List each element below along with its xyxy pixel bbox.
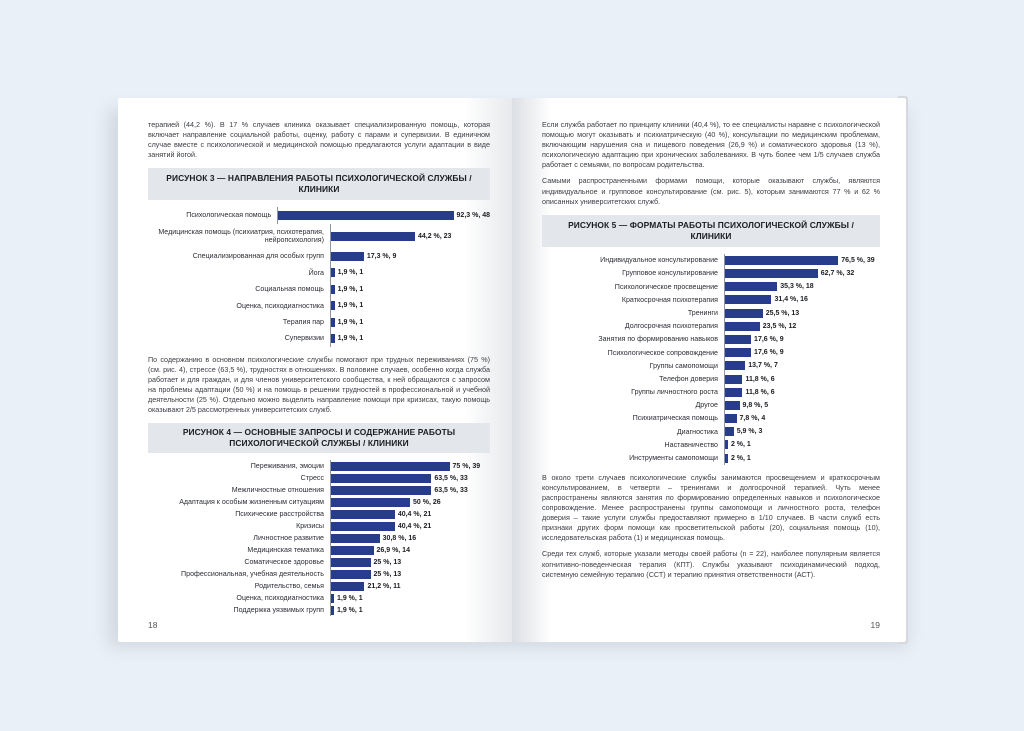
bar-track (330, 508, 490, 520)
bar-category-label: Краткосрочная психотерапия (621, 295, 718, 304)
bar-track (330, 496, 490, 508)
left-page (118, 98, 512, 642)
bar (331, 594, 334, 603)
bar-category-label: Психологическое просвещение (614, 282, 718, 291)
bar-track (724, 425, 880, 438)
right-closing-paragraph: Среди тех служб, которые указали методы своей работы (n = 22), наиболее популярным является когнитивно-поведенческая терапия (КПТ). Службы указывают психодинамический подход, системную семейную терапию (ССТ) и терапию принятия ответственности (АСТ). (542, 549, 880, 579)
bar-track (330, 544, 490, 556)
bar (331, 462, 450, 471)
bar-track (277, 207, 490, 223)
bar (331, 285, 335, 294)
bar-value-label: 44,2 %, 23 (417, 232, 452, 240)
bar-row (148, 568, 490, 580)
bar-value-label: 23,5 %, 12 (762, 322, 797, 330)
bar-category-label: Оценка, психодиагностика (236, 594, 324, 603)
bar-row (148, 592, 490, 604)
bar (725, 454, 728, 463)
bar-category-label: Медицинская тематика (247, 546, 324, 555)
bar-track (330, 330, 490, 346)
bar-value-label: 2 %, 1 (730, 441, 751, 449)
bar-category-label: Психиатрическая помощь (632, 414, 718, 423)
bar-row (148, 508, 490, 520)
bar-track (330, 532, 490, 544)
bar-track (724, 293, 880, 306)
bar-track (330, 556, 490, 568)
bar (331, 318, 335, 327)
bar-value-label: 26,9 %, 14 (376, 546, 410, 554)
bar-category-label: Соматическое здоровье (244, 558, 324, 567)
bar-value-label: 63,5 %, 33 (434, 486, 468, 494)
bar-value-label: 5,9 %, 3 (736, 428, 763, 436)
right-after-paragraph: В около трети случаев психологические службы занимаются просвещением и краткосрочным консультированием, в четверти – тренингами и долгосрочной терапией. Чуть менее распространены являются занятия по формированию определенных навыков и психологическое сопровождение. Менее распространены группы самопомощи и личностного роста, телефон доверия – такие услуги службы предоставляют примерно в 1/10 случаев. В части служб есть признаки других форм помощи как просветительской работы (20), социальная помощь (10), исследовательская работа (1) и медицинская помощь. (542, 472, 880, 543)
page-number-left: 18 (148, 620, 158, 630)
bar (331, 582, 364, 591)
bar-value-label: 1,9 %, 1 (337, 335, 364, 342)
bar (331, 570, 371, 579)
bar (725, 427, 734, 436)
bar-row (542, 372, 880, 385)
bar-category-label: Адаптация к особым жизненным ситуациям (179, 498, 324, 507)
bar-category-label: Супервизии (284, 334, 324, 343)
bar-category-label: Наставничество (664, 440, 718, 449)
bar-row (542, 346, 880, 359)
bar (725, 269, 818, 278)
bar-value-label: 50 %, 26 (413, 498, 441, 506)
bar-track (330, 298, 490, 314)
page-number-right: 19 (870, 620, 880, 630)
bar-track (724, 307, 880, 320)
bar-row (148, 556, 490, 568)
bar (725, 414, 737, 423)
bar-category-label: Телефон доверия (659, 374, 718, 383)
bar-category-label: Поддержка уязвимых групп (233, 606, 324, 615)
bar-category-label: Тренинги (687, 308, 718, 317)
bar-track (330, 604, 490, 616)
bar (725, 322, 760, 331)
bar-row (148, 544, 490, 556)
bar (331, 498, 410, 507)
bar (331, 546, 374, 555)
bar-row (148, 580, 490, 592)
bar-track (330, 265, 490, 281)
figure-4-title-line-2: ПСИХОЛОГИЧЕСКОЙ СЛУЖБЫ / КЛИНИКИ (229, 438, 409, 449)
bar-category-label: Занятия по формированию навыков (598, 335, 718, 344)
bar (725, 388, 742, 397)
bar (725, 375, 742, 384)
bar-category-label: Социальная помощь (255, 285, 324, 294)
bar-value-label: 35,3 %, 18 (780, 283, 814, 291)
bar-category-label: Медицинская помощь (психиатрия, психотерапия, нейропсихология) (158, 227, 324, 245)
bar-category-label: Стресс (300, 474, 324, 483)
bar-row (148, 472, 490, 484)
bar-track (724, 452, 880, 465)
bar-track (724, 359, 880, 372)
bar-value-label: 76,5 %, 39 (841, 256, 875, 264)
bar-row (148, 520, 490, 532)
right-page (512, 98, 906, 642)
bar-value-label: 25 %, 13 (373, 558, 402, 566)
bar-value-label: 21,2 %, 11 (367, 582, 401, 590)
right-intro-paragraph-2: Самыми распространенными формами помощи, которые оказывают службы, являются индивидуальное и групповое консультирование (см. рис. 5), которым занимаются 77 % и 62 % описанных университетских служб. (542, 176, 880, 206)
bar-value-label: 7,8 %, 4 (739, 415, 766, 423)
bar-track (330, 520, 490, 532)
bar-row (148, 604, 490, 616)
bar-row (148, 265, 490, 281)
bar-row (542, 438, 880, 451)
bar-track (724, 333, 880, 346)
figure-3-chart (148, 207, 490, 346)
bar (725, 309, 763, 318)
bar (331, 252, 364, 261)
bar-row (542, 412, 880, 425)
bar (725, 335, 751, 344)
bar (331, 522, 395, 531)
bar-value-label: 25 %, 13 (373, 570, 402, 578)
bar-category-label: Переживания, эмоции (250, 462, 324, 471)
bar-category-label: Кризисы (296, 522, 324, 531)
bar-track (330, 568, 490, 580)
bar-track (724, 267, 880, 280)
bar (725, 282, 777, 291)
bar-track (724, 320, 880, 333)
bar-track (724, 399, 880, 412)
figure-4-title (148, 423, 490, 453)
right-intro-paragraph: Если служба работает по принципу клиники (40,4 %), то ее специалисты наравне с психологической помощью могут оказывать и психиатрическую (40 %), консультации по медицинским проблемам, включающим нарушения сна и пищевого поведения (26,9 %) и соматического здоровья (13 %), психологическую адаптацию при хронических заболеваниях. В чуть более чем 1/5 случаев служба работает с семьями, по вопросам родительства. (542, 120, 880, 170)
bar (278, 211, 453, 220)
bar-category-label: Группы самопомощи (649, 361, 718, 370)
bar (725, 348, 751, 357)
bar-value-label: 92,3 %, 48 (456, 212, 490, 220)
bar-category-label: Психические расстройства (235, 510, 324, 519)
bar-value-label: 1,9 %, 1 (337, 594, 363, 602)
bar-value-label: 2 %, 1 (730, 454, 751, 462)
bar-row (542, 293, 880, 306)
bar-row (542, 333, 880, 346)
bar-value-label: 17,6 %, 9 (754, 349, 784, 357)
bar-category-label: Психологическое сопровождение (607, 348, 718, 357)
bar-category-label: Другое (695, 401, 718, 410)
bar-value-label: 40,4 %, 21 (397, 510, 432, 518)
bar-value-label: 1,9 %, 1 (337, 269, 364, 277)
bar-category-label: Личностное развитие (253, 534, 324, 543)
bar-row (148, 460, 490, 472)
bar-value-label: 1,9 %, 1 (337, 302, 364, 310)
bar-row (148, 281, 490, 297)
bar (331, 232, 415, 241)
bar-category-label: Индивидуальное консультирование (600, 256, 718, 265)
bar-track (724, 280, 880, 293)
bar-track (330, 484, 490, 496)
bar-row (542, 307, 880, 320)
figure-3-title: РИСУНОК 3 — НАПРАВЛЕНИЯ РАБОТЫ ПСИХОЛОГИЧЕСКОЙ СЛУЖБЫ / КЛИНИКИ (148, 168, 490, 200)
bar-row (148, 207, 490, 223)
bar-track (724, 254, 880, 267)
bar-value-label: 75 %, 39 (452, 462, 481, 470)
bar-row (148, 298, 490, 314)
bar-value-label: 17,3 %, 9 (366, 253, 397, 261)
bar-value-label: 1,9 %, 1 (337, 285, 364, 293)
bar-track (330, 460, 490, 472)
bar (725, 256, 838, 265)
bar-row (148, 224, 490, 249)
bar-category-label: Профессиональная, учебная деятельность (181, 570, 324, 579)
bar (725, 440, 728, 449)
left-intro-paragraph: терапией (44,2 %). В 17 % случаев клиника оказывает специализированную помощь, которая включает направление социальной работы, оценку, работу с парами и супервизии. В единичном случае вместе с психологической и медицинской помощью предлагаются услуги адаптации в виде занятий йогой. (148, 120, 490, 160)
bar (725, 401, 740, 410)
figure-4-chart (148, 460, 490, 616)
bar (331, 510, 395, 519)
bar-track (724, 346, 880, 359)
bar-category-label: Долгосрочная психотерапия (624, 322, 718, 331)
bar-value-label: 31,4 %, 16 (774, 296, 808, 304)
bar-category-label: Терапия пар (282, 318, 324, 327)
bar-value-label: 62,7 %, 32 (820, 270, 855, 278)
bar-category-label: Оценка, психодиагностика (236, 301, 324, 310)
bar-track (330, 224, 490, 249)
bar (331, 334, 335, 343)
bar-row (148, 484, 490, 496)
bar-row (148, 330, 490, 346)
bar-row (148, 314, 490, 330)
bar (331, 558, 371, 567)
left-middle-paragraph: По содержанию в основном психологические службы помогают при трудных переживаниях (75 %) (см. рис. 4), стрессе (63,5 %), трудностях в отношениях. В половине случаев, особенно когда служба работает и для граждан, и для членов университетского сообщества, к ней обращаются с запросом на проблемы адаптации (50 %) и на помощь в решении трудностей в профессиональной и учебной деятельности (25 %). Отдельно можно выделить направление помощи при кризисах, такую помощь оказывают 2/5 рассмотренных университетских служб. (148, 354, 490, 415)
bar-track (330, 248, 490, 264)
bar-value-label: 13,7 %, 7 (748, 362, 778, 370)
bar-track (330, 592, 490, 604)
bar-value-label: 30,8 %, 16 (382, 534, 417, 542)
bar (725, 295, 771, 304)
bar-category-label: Инструменты самопомощи (629, 454, 718, 463)
bar (331, 474, 431, 483)
bar-track (724, 412, 880, 425)
bar-value-label: 25,5 %, 13 (765, 309, 800, 317)
bar (331, 534, 380, 543)
bar-value-label: 9,8 %, 5 (742, 401, 769, 409)
bar-track (724, 372, 880, 385)
bar-row (542, 386, 880, 399)
bar-row (148, 532, 490, 544)
bar-category-label: Групповое консультирование (622, 269, 718, 278)
figure-5-title: РИСУНОК 5 — ФОРМАТЫ РАБОТЫ ПСИХОЛОГИЧЕСКОЙ СЛУЖБЫ / КЛИНИКИ (542, 215, 880, 247)
bar-row (542, 359, 880, 372)
bar-value-label: 11,8 %, 6 (745, 375, 775, 383)
bar-category-label: Группы личностного роста (631, 388, 718, 397)
bar (331, 486, 431, 495)
bar (331, 268, 335, 277)
bar-category-label: Родительство, семья (254, 582, 324, 591)
bar-row (148, 248, 490, 264)
bar-value-label: 1,9 %, 1 (337, 606, 363, 614)
bar-value-label: 11,8 %, 6 (745, 388, 775, 396)
figure-4-title-line-1: РИСУНОК 4 — ОСНОВНЫЕ ЗАПРОСЫ И СОДЕРЖАНИЕ РАБОТЫ (182, 427, 456, 438)
bar-row (148, 496, 490, 508)
bar-value-label: 40,4 %, 21 (397, 522, 432, 530)
bar-track (330, 314, 490, 330)
bar-value-label: 1,9 %, 1 (337, 318, 364, 326)
bar-row (542, 452, 880, 465)
bar-track (330, 281, 490, 297)
bar-category-label: Специализированная для особых групп (192, 252, 324, 261)
bar-category-label: Диагностика (676, 427, 718, 436)
bar-category-label: Межличностные отношения (231, 486, 324, 495)
figure-5-chart (542, 254, 880, 465)
bar-category-label: Психологическая помощь (186, 211, 272, 220)
bar-row (542, 280, 880, 293)
bar (331, 301, 335, 310)
bar-track (724, 438, 880, 451)
bar-track (724, 386, 880, 399)
bar-value-label: 17,6 %, 9 (754, 335, 784, 343)
bar-track (330, 580, 490, 592)
bar (725, 361, 745, 370)
bar-category-label: Йога (308, 268, 324, 277)
bar-value-label: 63,5 %, 33 (434, 474, 468, 482)
bar (331, 606, 334, 615)
bar-track (330, 472, 490, 484)
bar-row (542, 399, 880, 412)
bar-row (542, 267, 880, 280)
bar-row (542, 320, 880, 333)
bar-row (542, 254, 880, 267)
bar-row (542, 425, 880, 438)
